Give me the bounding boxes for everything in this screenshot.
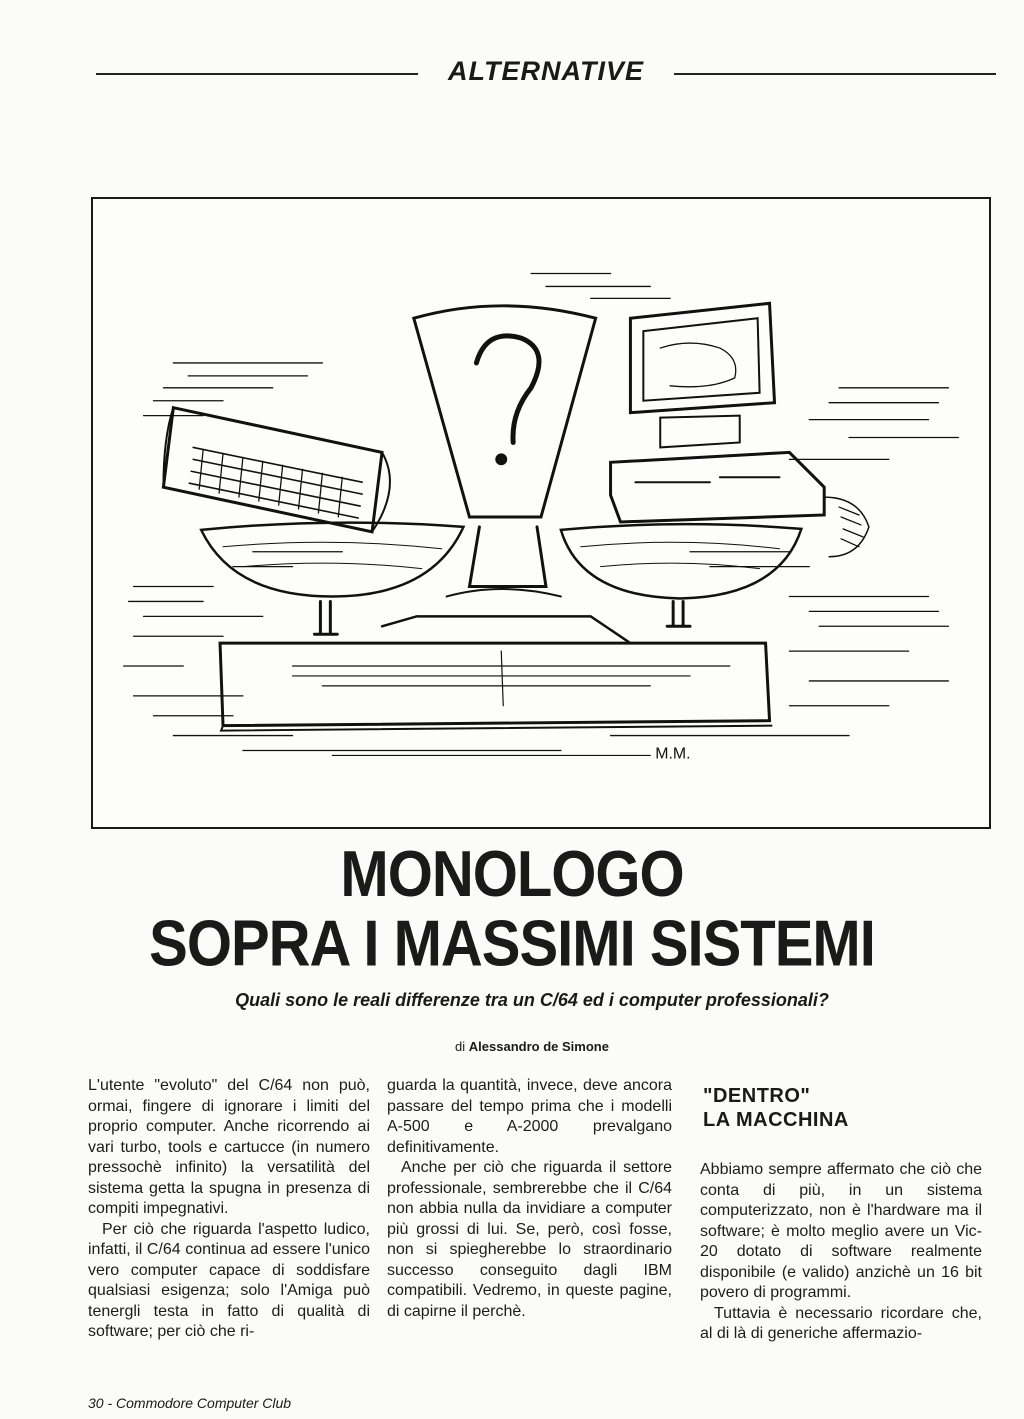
section-title: ALTERNATIVE bbox=[448, 56, 644, 86]
subheading-line-1: "DENTRO" bbox=[703, 1085, 811, 1107]
paragraph: Anche per ciò che riguarda il settore professionale, sembrerebbe che il C/64 non abbia nulla da invidiare a computer più grossi di lui. Se, però, così fosse, non si spiegherebbe lo straordinario successo conseguito dagli IBM compatibili. Vedremo, in queste pagine, di capirne il perchè. bbox=[387, 1159, 672, 1320]
pc-computer bbox=[611, 303, 869, 556]
paragraph: Per ciò che riguarda l'aspetto ludico, infatti, il C/64 continua ad essere l'unico vero computer capace di soddisfare qualsiasi esigenza; solo l'Amiga può tenergli testa in fatto di qualità di software; per ciò che ri- bbox=[88, 1220, 370, 1340]
author-name: Alessandro de Simone bbox=[468, 1039, 609, 1054]
headline-line-2: SOPRA I MASSIMI SISTEMI bbox=[149, 907, 875, 980]
page-footer: 30 - Commodore Computer Club bbox=[88, 1395, 292, 1411]
paragraph: Tuttavia è necessario ricordare che, al di là di generiche affermazio- bbox=[700, 1304, 982, 1342]
paragraph: L'utente "evoluto" del C/64 non può, ormai, fingere di ignorare i limiti del proprio computer. Anche ricorrendo ai vari turbo, tools e cartucce (in numero pressochè infinito) la versatilità del sistema getta la spugna in presenza di compiti impegnativi. bbox=[88, 1077, 370, 1217]
subtitle: Quali sono le reali differenze tra un C/64 ed i computer professionali? bbox=[235, 990, 829, 1010]
section-header bbox=[96, 56, 996, 92]
section-subheading bbox=[703, 1084, 983, 1132]
header-rule-right bbox=[674, 73, 996, 75]
paragraph: Abbiamo sempre affermato che ciò che conta di più, in un sistema computerizzato, non è l'hardware ma il software; è molto meglio avere un Vic-20 dotato di software realmente disponibile (e valido) anzichè un 16 bit povero di programmi. bbox=[700, 1161, 982, 1301]
scale-illustration bbox=[91, 197, 991, 829]
scale-pillars bbox=[314, 601, 690, 634]
header-rule-left bbox=[96, 73, 418, 75]
article-column-1 bbox=[88, 1076, 370, 1343]
scale-dial-tower bbox=[414, 306, 596, 597]
article-column-2 bbox=[387, 1076, 672, 1322]
scale-pan-left bbox=[201, 523, 463, 597]
headline-line-1: MONOLOGO bbox=[340, 837, 684, 911]
article-column-3 bbox=[700, 1160, 982, 1345]
scale-pan-right bbox=[561, 524, 801, 598]
question-mark bbox=[476, 336, 539, 464]
byline bbox=[0, 1039, 1024, 1054]
byline-prefix: di bbox=[455, 1039, 466, 1054]
illustration-signature: M.M. bbox=[655, 745, 691, 763]
headline bbox=[0, 837, 1024, 980]
subheading-line-2: LA MACCHINA bbox=[703, 1109, 849, 1131]
scale-base bbox=[220, 616, 771, 730]
paragraph: guarda la quantità, invece, deve ancora passare del tempo prima che i modelli A-500 e A-2000 prevalgano definitivamente. bbox=[387, 1077, 672, 1156]
c64-keyboard bbox=[163, 408, 390, 532]
